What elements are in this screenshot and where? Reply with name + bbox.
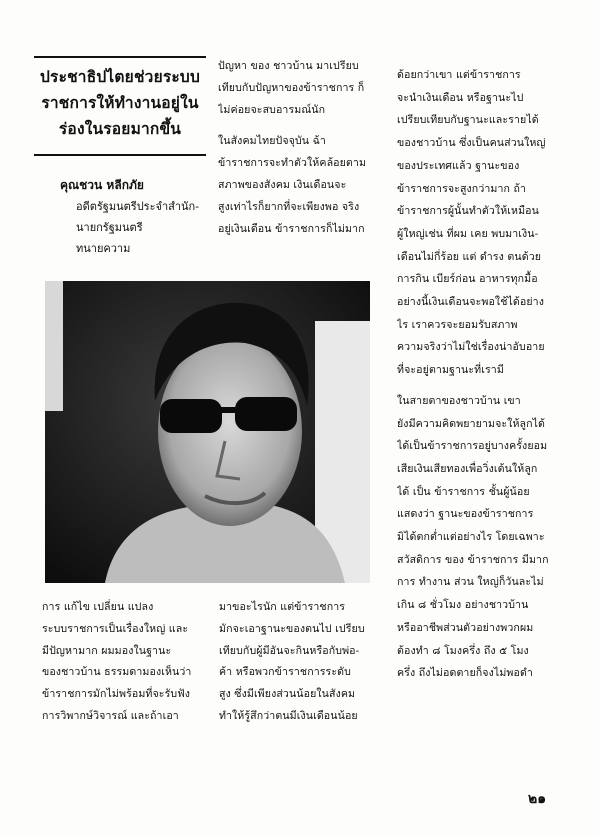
text-line: ระบบราชการเป็นเรื่องใหญ่ และ <box>42 622 189 635</box>
text-line: อยู่เงินเดือน ข้าราชการก็ไม่มาก <box>218 222 365 235</box>
text-line: จะนำเงินเดือน หรือฐานะไป <box>397 91 524 104</box>
text-line: สวัสดิการ ของ ข้าราชการ มีมาก <box>397 553 549 566</box>
text-line: ที่จะอยู่ตามฐานะที่เรามี <box>397 364 504 377</box>
text-line: แสดงว่า ฐานะของข้าราชการ <box>397 508 534 521</box>
text-line: ของชาวบ้าน ธรรมดามองเห็นว่า <box>42 666 192 679</box>
text-line: สภาพของสังคม เงินเดือนจะ <box>218 178 347 191</box>
text-line: การกิน เบียร์ก่อน อาหารทุกมื้อ <box>397 273 538 286</box>
text-line: ของประเทศแล้ว ฐานะของ <box>397 159 520 172</box>
author-title-line: อดีตรัฐมนตรีประจำสำนัก- <box>76 200 200 213</box>
middle-column-top <box>218 56 390 240</box>
text-line: มาขอะไรนัก แต่ข้าราชการ <box>219 601 346 613</box>
page-number: ๒๑ <box>528 791 547 807</box>
text-line: เปรียบเทียบกับฐานะและรายได้ <box>397 114 539 127</box>
headline-line: ราชการให้ทำงานอยู่ใน <box>41 94 199 112</box>
text-line: ยังมีความคิดพยายามจะให้ลูกได้ <box>397 417 546 430</box>
text-line: ด้อยกว่าเขา แต่ข้าราชการ <box>397 69 521 81</box>
text-line: ในสังคมไทยปัจจุบัน ฉ้า <box>218 135 326 148</box>
text-line: ไม่ค่อยจะสบอารมณ์นัก <box>218 103 326 116</box>
text-line: การ ทำงาน ส่วน ใหญ่ก็วันละไม่ <box>397 576 544 589</box>
author-name: คุณชวน หลีกภัย <box>60 178 144 192</box>
headline-line: ประชาธิปไตยช่วยระบบ <box>40 68 200 86</box>
text-line: ข้าราชการจะทำตัวให้คล้อยตาม <box>218 157 367 170</box>
text-line: เดือนไม่กี่ร้อย แต่ ดำรง ตนด้วย <box>397 250 542 263</box>
text-line: มักจะเอาฐานะของตนไป เปรียบ <box>219 622 365 635</box>
author-title-line: นายกรัฐมนตรี <box>76 221 143 234</box>
headline-line: ร่องในรอยมากขึ้น <box>58 120 182 138</box>
text-line: ได้เป็นข้าราชการอยู่บางครั้งยอม <box>397 440 548 453</box>
text-line: ได้ เป็น ข้าราชการ ชั้นผู้น้อย <box>397 485 530 498</box>
text-line: ครึ่ง ถึงไม่อดตายก็จงไม่พอดำ <box>397 667 533 680</box>
text-line: เทียบกับปัญหาของข้าราชการ ก็ <box>218 81 365 94</box>
author-byline <box>60 175 210 259</box>
headline-bottom-rule <box>34 154 206 156</box>
text-line: ข้าราชการผู้นั้นทำตัวให้เหมือน <box>397 205 539 218</box>
bottom-left-column <box>42 597 214 728</box>
text-line: การวิพากษ์วิจารณ์ และถ้าเอา <box>42 709 179 722</box>
text-line: เกิน ๘ ชั่วโมง อย่างชาวบ้าน <box>397 599 529 612</box>
text-line: ต้องทำ ๘ โมงครึ่ง ถึง ๕ โมง <box>397 644 529 657</box>
text-line: ปัญหา ของ ชาวบ้าน มาเปรียบ <box>218 60 359 72</box>
author-title-line: ทนายความ <box>76 242 131 255</box>
text-line: ทำให้รู้สึกว่าตนมีเงินเดือนน้อย <box>219 709 358 722</box>
text-line: ในสายตาของชาวบ้าน เขา <box>397 394 521 407</box>
text-line: ความจริงว่าไม่ใช่เรื่องน่าอับอาย <box>397 341 545 354</box>
text-line: ผู้ใหญ่เช่น ที่ผม เคย พบมาเงิน- <box>397 227 539 240</box>
text-line <box>397 382 569 390</box>
text-line: หรืออาชีพส่วนตัวอย่างพวกผม <box>397 621 534 634</box>
headline-top-rule <box>34 56 206 58</box>
text-line: ของชาวบ้าน ซึ่งเป็นคนส่วนใหญ่ <box>397 137 546 150</box>
text-line: เทียบกับผู้มีอันจะกินหรือกับพ่อ- <box>219 644 360 657</box>
text-line: ข้าราชการมักไม่พร้อมที่จะรับฟัง <box>42 688 191 701</box>
portrait-illustration <box>45 281 370 583</box>
text-line: เสียเงินเสียทองเพื่อวิ่งเต้นให้ลูก <box>397 462 538 475</box>
text-line: ไร เราควรจะยอมรับสภาพ <box>397 318 518 331</box>
text-line: ข้าราชการจะสูงกว่ามาก ถ้า <box>397 182 527 195</box>
bottom-middle-column <box>219 597 391 728</box>
text-line: มีปัญหามาก ผมมองในฐานะ <box>42 644 172 657</box>
text-line: ค้า หรือพวกข้าราชการระดับ <box>219 666 351 679</box>
text-line: สูงเท่าไรก็ยากที่จะเพียงพอ จริง <box>218 200 360 213</box>
text-line: มิได้ตกต่ำแต่อย่างไร โดยเฉพาะ <box>397 531 545 544</box>
text-line: สูง ซึ่งมีเพียงส่วนน้อยในสังคม <box>219 688 356 701</box>
author-portrait-photo <box>45 281 370 583</box>
right-column <box>397 64 569 685</box>
text-line: อย่างนี้เงินเดือนจะพอใช้ได้อย่าง <box>397 296 544 309</box>
article-headline <box>36 64 204 142</box>
text-line: การ แก้ไข เปลี่ยน แปลง <box>42 601 154 613</box>
text-line <box>218 121 390 131</box>
